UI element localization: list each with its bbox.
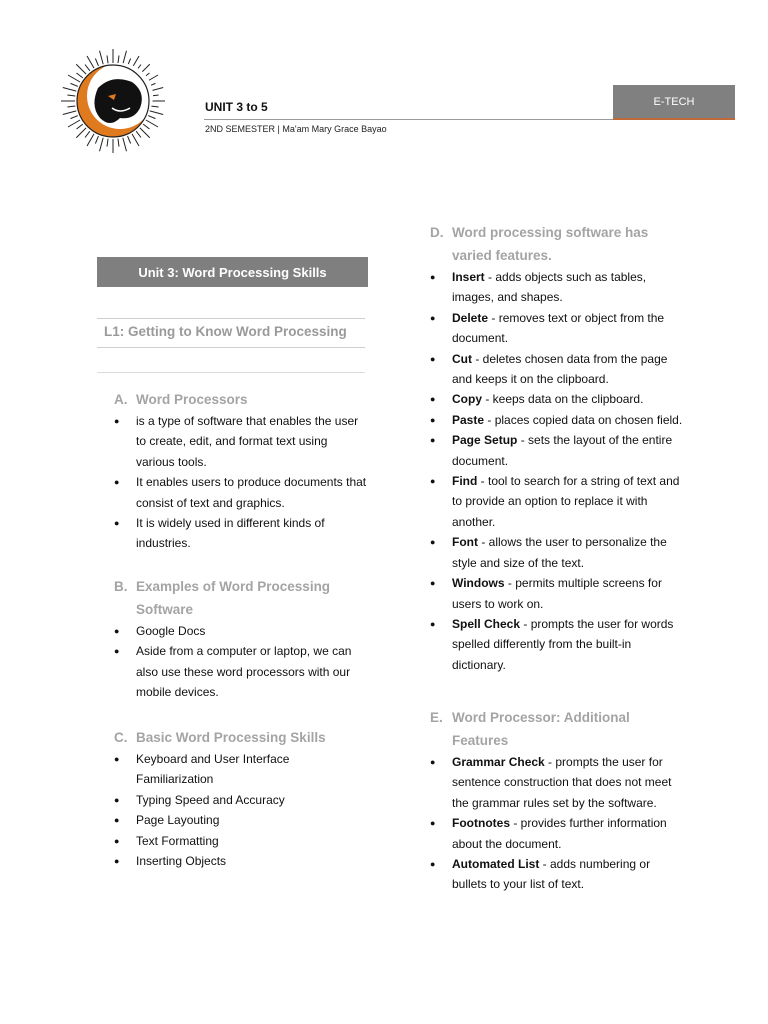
description: - adds objects such as tables, images, and shapes. [452, 270, 647, 305]
bullet-list [430, 752, 685, 895]
description: - removes text or object from the document. [452, 310, 665, 346]
term: Find [452, 474, 478, 489]
unit-title: UNIT 3 to 5 [205, 100, 268, 114]
term: Footnotes [452, 816, 510, 831]
section-heading: D. Word processing software has varied features. [430, 225, 649, 263]
section-basic-skills [114, 726, 369, 871]
description: - allows the user to personalize the style and size of the text. [452, 535, 667, 570]
list-item: ● Page Layouting [114, 810, 369, 830]
list-item [430, 471, 685, 532]
list-item [430, 752, 685, 813]
list-item: ● Aside from a computer or laptop, we can also use these word processors with our mobile devices. [114, 641, 369, 702]
term: Copy [452, 392, 482, 407]
bullet-list [114, 749, 369, 871]
list-item [430, 614, 685, 675]
list-item: ● Keyboard and User Interface Familiarization [114, 749, 369, 790]
list-item: ● is a type of software that enables the user to create, edit, and format text using various tools. [114, 411, 369, 472]
description: - prompts the user for words spelled differently from the built-in dictionary. [452, 616, 674, 672]
list-item: ● It enables users to produce documents that consist of text and graphics. [114, 472, 369, 513]
term: Windows [452, 576, 505, 591]
unit-banner: Unit 3: Word Processing Skills [97, 257, 368, 287]
description: - provides further information about the document. [452, 816, 667, 851]
description: - permits multiple screens for users to work on. [452, 576, 662, 611]
subject-tag: E-TECH [613, 85, 735, 120]
term: Cut [452, 351, 472, 366]
section-examples [114, 575, 369, 703]
description: - keeps data on the clipboard. [482, 392, 644, 407]
section-word-processors [114, 388, 369, 554]
section-heading: C. Basic Word Processing Skills [114, 730, 326, 745]
lesson-divider-extra [97, 372, 365, 373]
semester-instructor: 2ND SEMESTER | Ma'am Mary Grace Bayao [205, 124, 387, 134]
list-item: ● Inserting Objects [114, 851, 369, 871]
list-item [430, 532, 685, 573]
term: Page Setup [452, 433, 518, 448]
list-item [430, 813, 685, 854]
list-item [430, 267, 685, 308]
list-item: ● Google Docs [114, 621, 369, 641]
list-item [430, 854, 685, 895]
term: Automated List [452, 857, 540, 872]
term: Spell Check [452, 616, 521, 631]
term: Grammar Check [452, 755, 545, 769]
lesson-divider-top [97, 318, 365, 319]
list-item: ● Text Formatting [114, 831, 369, 851]
bullet-list [114, 411, 369, 554]
section-features [430, 221, 685, 675]
section-heading: B. Examples of Word Processing Software [114, 579, 331, 617]
list-item [430, 349, 685, 390]
header-divider [204, 119, 614, 120]
description: - deletes chosen data from the page and keeps it on the clipboard. [452, 351, 668, 387]
term: Delete [452, 310, 489, 325]
section-heading: A. Word Processors [114, 392, 248, 407]
section-heading: E. Word Processor: Additional Features [430, 710, 630, 748]
bullet-list [430, 267, 685, 675]
term: Paste [452, 412, 485, 427]
description: - sets the layout of the entire document. [452, 433, 673, 468]
list-item: ● Typing Speed and Accuracy [114, 790, 369, 810]
list-item [430, 430, 685, 471]
list-item [430, 573, 685, 614]
description: - tool to search for a string of text and to provide an option to replace it with another. [452, 474, 680, 529]
lesson-divider-bottom [97, 347, 365, 348]
term: Insert [452, 270, 485, 284]
description: - adds numbering or bullets to your list of text. [452, 857, 651, 892]
description: - prompts the user for sentence construction that does not meet the grammar rules set by the software. [452, 755, 672, 810]
school-logo [60, 48, 166, 154]
list-item [430, 308, 685, 349]
section-additional-features [430, 706, 685, 895]
list-item: ● It is widely used in different kinds of industries. [114, 513, 369, 554]
list-item [430, 389, 685, 409]
list-item [430, 410, 685, 430]
bullet-list [114, 621, 369, 703]
lesson-title: L1: Getting to Know Word Processing [104, 324, 347, 339]
description: - places copied data on chosen field. [484, 412, 683, 427]
term: Font [452, 535, 478, 550]
